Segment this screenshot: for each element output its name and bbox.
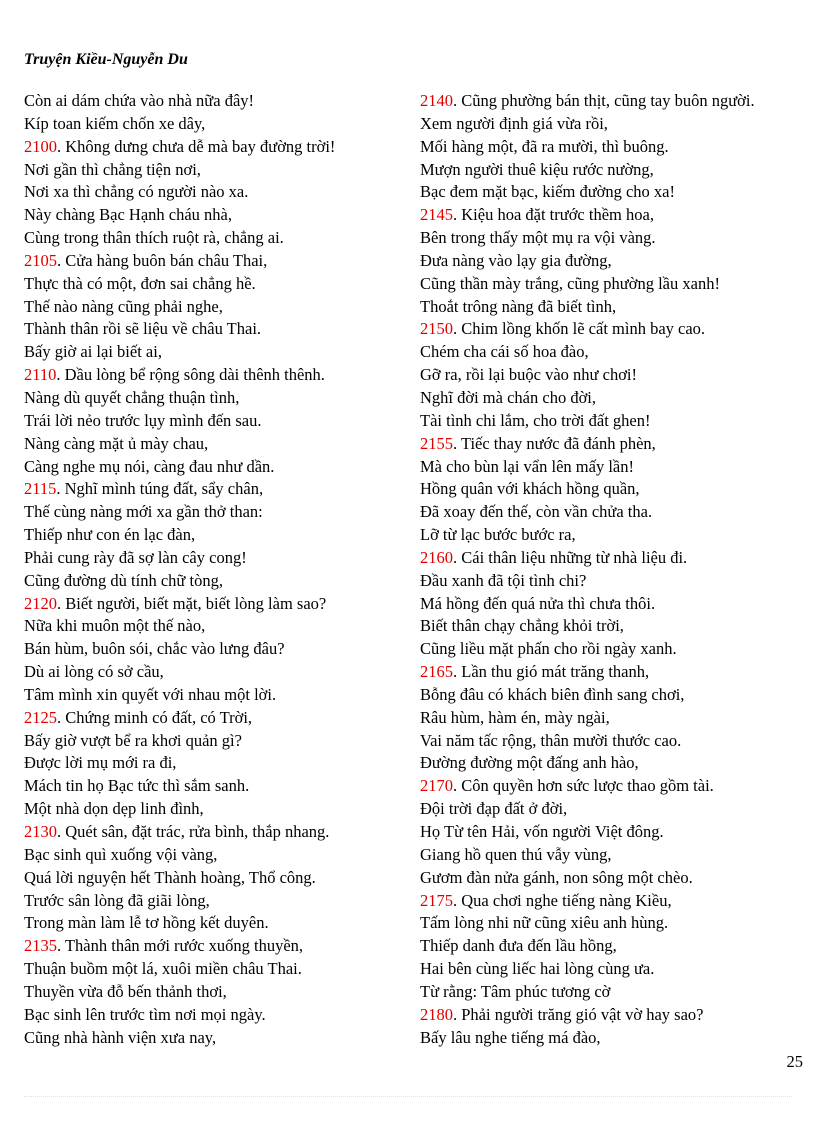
verse-line — [24, 707, 414, 730]
verse-number: 2175 — [420, 890, 453, 910]
verse-text: Thuyền vừa đỗ bến thảnh thơi, — [24, 981, 227, 1001]
verse-line — [24, 159, 414, 182]
verse-text: Gỡ ra, rồi lại buộc vào như chơi! — [420, 365, 637, 385]
verse-line — [24, 433, 414, 456]
verse-text: Trong màn làm lễ tơ hồng kết duyên. — [24, 913, 269, 933]
verse-text: . Cửa hàng buôn bán châu Thai, — [57, 250, 268, 270]
verse-line — [420, 593, 810, 616]
verse-text: Mách tin họ Bạc tức thì sắm sanh. — [24, 776, 250, 796]
verse-line — [24, 273, 414, 296]
verse-text: Bạc đem mặt bạc, kiếm đường cho xa! — [420, 182, 676, 202]
verse-line — [420, 638, 810, 661]
verse-text: Cũng đường dù tính chữ tòng, — [24, 570, 223, 590]
verse-text: Bấy giờ ai lại biết ai, — [24, 342, 162, 362]
verse-text: . Không dưng chưa dễ mà bay đường trời! — [57, 136, 336, 156]
verse-text: Má hồng đến quá nửa thì chưa thôi. — [420, 593, 656, 613]
verse-line — [24, 638, 414, 661]
verse-text: Bấy giờ vượt bể ra khơi quản gì? — [24, 730, 242, 750]
verse-number: 2165 — [420, 662, 453, 682]
verse-text: Họ Từ tên Hải, vốn người Việt đông. — [420, 822, 664, 841]
verse-line — [24, 524, 414, 547]
verse-line — [24, 661, 414, 684]
verse-line — [24, 1004, 414, 1027]
verse-line — [420, 844, 810, 867]
verse-text: Gươm đàn nửa gánh, non sông một chèo. — [420, 867, 693, 887]
verse-text: Thuận buồm một lá, xuôi miền châu Thai. — [24, 959, 302, 979]
verse-number: 2180 — [420, 1004, 453, 1024]
verse-line — [420, 318, 810, 341]
verse-line — [420, 661, 810, 684]
verse-line — [420, 684, 810, 707]
verse-line — [24, 90, 414, 113]
verse-text: Còn ai dám chứa vào nhà nữa đây! — [24, 91, 255, 110]
verse-text: Được lời mụ mới ra đi, — [24, 753, 177, 773]
verse-text: Bạc sinh lên trước tìm nơi mọi ngày. — [24, 1004, 266, 1024]
verse-line — [420, 1004, 810, 1027]
verse-line — [24, 478, 414, 501]
verse-line — [420, 136, 810, 159]
verse-text: . Cái thân liệu những từ nhà liệu đi. — [453, 547, 688, 567]
verse-text: Một nhà dọn dẹp linh đình, — [24, 799, 204, 819]
verse-line — [24, 181, 414, 204]
verse-text: Nghĩ đời mà chán cho đời, — [420, 387, 596, 407]
verse-line — [24, 501, 414, 524]
verse-number: 2105 — [24, 250, 57, 270]
verse-line — [420, 478, 810, 501]
verse-line — [420, 501, 810, 524]
verse-line — [420, 752, 810, 775]
verse-line — [24, 456, 414, 479]
verse-line — [420, 570, 810, 593]
verse-text: Bán hùm, buôn sói, chắc vào lưng đâu? — [24, 639, 285, 659]
verse-line — [420, 524, 810, 547]
verse-text: Nàng dù quyết chẳng thuận tình, — [24, 387, 240, 407]
verse-line — [24, 547, 414, 570]
verse-text: Mà cho bùn lại vẩn lên mấy lần! — [420, 456, 634, 476]
verse-text: . Nghĩ mình túng đất, sẩy chân, — [56, 479, 264, 499]
verse-number: 2100 — [24, 136, 57, 156]
verse-text: . Tiếc thay nước đã đánh phèn, — [453, 433, 656, 453]
verse-number: 2155 — [420, 433, 453, 453]
verse-line — [24, 410, 414, 433]
verse-line — [420, 798, 810, 821]
verse-text: . Thành thân mới rước xuống thuyền, — [57, 936, 304, 956]
verse-line — [420, 296, 810, 319]
verse-text: Bạc sinh quì xuống vội vàng, — [24, 844, 218, 864]
verse-line — [420, 1027, 810, 1050]
verse-text: Mượn người thuê kiệu rước nường, — [420, 159, 654, 179]
verse-text: Đã xoay đến thế, còn vần chửa tha. — [420, 502, 653, 522]
verse-line — [420, 341, 810, 364]
verse-text: Thực thà có một, đơn sai chẳng hề. — [24, 273, 256, 293]
verse-line — [420, 387, 810, 410]
verse-line — [24, 296, 414, 319]
verse-line — [24, 364, 414, 387]
verse-text: Bấy lâu nghe tiếng má đào, — [420, 1027, 601, 1047]
verse-line — [24, 387, 414, 410]
left-verse-column — [24, 90, 414, 1049]
verse-line — [24, 775, 414, 798]
verse-line — [420, 981, 810, 1004]
verse-number: 2115 — [24, 479, 57, 499]
verse-line — [24, 912, 414, 935]
verse-line — [24, 981, 414, 1004]
verse-text: Tài tình chi lắm, cho trời đất ghen! — [420, 410, 651, 430]
verse-line — [24, 935, 414, 958]
verse-text: Bên trong thấy một mụ ra vội vàng. — [420, 228, 656, 248]
verse-line — [420, 364, 810, 387]
verse-number: 2170 — [420, 776, 453, 796]
verse-text: Hồng quân với khách hồng quần, — [420, 479, 640, 499]
verse-line — [24, 136, 414, 159]
verse-line — [24, 684, 414, 707]
verse-text: Đội trời đạp đất ở đời, — [420, 799, 568, 819]
verse-line — [420, 775, 810, 798]
verse-text: Đường đường một đấng anh hào, — [420, 753, 639, 773]
verse-line — [24, 798, 414, 821]
verse-text: Lỡ từ lạc bước bước ra, — [420, 525, 576, 545]
verse-text: Giang hồ quen thú vẫy vùng, — [420, 844, 612, 864]
verse-number: 2110 — [24, 365, 57, 385]
verse-text: Nữa khi muôn một thế nào, — [24, 616, 206, 636]
verse-text: . Lần thu gió mát trăng thanh, — [453, 662, 650, 682]
verse-text: Thế cùng nàng mới xa gần thở than: — [24, 502, 263, 522]
verse-line — [420, 821, 810, 844]
verse-text: Mối hàng một, đã ra mười, thì buông. — [420, 136, 669, 156]
verse-line — [420, 912, 810, 935]
verse-text: Đưa nàng vào lạy gia đường, — [420, 250, 612, 270]
verse-line — [420, 547, 810, 570]
verse-text: Kíp toan kiếm chốn xe dây, — [24, 113, 206, 133]
document-header: Truyện Kiều-Nguyễn Du — [24, 51, 188, 68]
verse-line — [420, 113, 810, 136]
verse-text: Cũng nhà hành viện xưa nay, — [24, 1027, 217, 1047]
verse-text: Râu hùm, hàm én, mày ngài, — [420, 707, 610, 727]
verse-line — [24, 867, 414, 890]
verse-line — [420, 433, 810, 456]
verse-line — [420, 181, 810, 204]
verse-line — [420, 707, 810, 730]
verse-text: . Kiệu hoa đặt trước thềm hoa, — [453, 205, 654, 225]
verse-number: 2140 — [420, 91, 453, 110]
verse-text: Hai bên cùng liếc hai lòng cùng ưa. — [420, 959, 655, 979]
verse-text: Quá lời nguyện hết Thành hoàng, Thổ công. — [24, 867, 316, 887]
verse-line — [24, 250, 414, 273]
verse-text: Này chàng Bạc Hạnh cháu nhà, — [24, 205, 232, 225]
verse-number: 2145 — [420, 205, 453, 225]
verse-line — [420, 615, 810, 638]
verse-line — [24, 615, 414, 638]
verse-text: Trước sân lòng đã giãi lòng, — [24, 890, 210, 910]
verse-line — [24, 227, 414, 250]
verse-text: . Quét sân, đặt trác, rửa bình, thắp nhang. — [57, 822, 330, 841]
verse-line — [420, 730, 810, 753]
verse-text: . Qua chơi nghe tiếng nàng Kiều, — [453, 890, 672, 910]
verse-text: Tấm lòng nhi nữ cũng xiêu anh hùng. — [420, 913, 669, 933]
verse-line — [24, 890, 414, 913]
verse-line — [24, 593, 414, 616]
verse-text: Trái lời nẻo trước lụy mình đến sau. — [24, 410, 262, 430]
verse-line — [420, 204, 810, 227]
verse-line — [420, 90, 810, 113]
verse-text: Xem người định giá vừa rồi, — [420, 113, 608, 133]
verse-text: Đầu xanh đã tội tình chi? — [420, 570, 587, 590]
verse-line — [24, 204, 414, 227]
verse-text: Tâm mình xin quyết với nhau một lời. — [24, 684, 277, 704]
verse-text: . Biết người, biết mặt, biết lòng làm sao? — [57, 593, 327, 613]
verse-text: Thành thân rồi sẽ liệu về châu Thai. — [24, 319, 262, 339]
verse-text: Từ rằng: Tâm phúc tương cờ — [420, 981, 611, 1001]
verse-text: . Dầu lòng bể rộng sông dài thênh thênh. — [56, 365, 325, 385]
verse-line — [420, 159, 810, 182]
verse-number: 2125 — [24, 707, 57, 727]
verse-text: Biết thân chạy chẳng khỏi trời, — [420, 616, 624, 636]
verse-line — [420, 273, 810, 296]
verse-text: Nơi gần thì chẳng tiện nơi, — [24, 159, 201, 179]
verse-text: Cũng liều mặt phấn cho rồi ngày xanh. — [420, 639, 677, 659]
verse-line — [24, 958, 414, 981]
verse-text: Nàng càng mặt ủ mày chau, — [24, 433, 209, 453]
verse-text: Thoắt trông nàng đã biết tình, — [420, 296, 617, 316]
verse-text: Chém cha cái số hoa đào, — [420, 342, 589, 362]
verse-line — [24, 318, 414, 341]
verse-line — [420, 890, 810, 913]
verse-line — [420, 958, 810, 981]
right-verse-column — [420, 90, 810, 1049]
verse-line — [420, 410, 810, 433]
verse-line — [24, 570, 414, 593]
verse-line — [24, 752, 414, 775]
verse-line — [420, 935, 810, 958]
verse-text: . Cũng phường bán thịt, cũng tay buôn người. — [453, 91, 755, 110]
verse-number: 2160 — [420, 547, 453, 567]
verse-text: Dù ai lòng có sở cầu, — [24, 662, 164, 682]
verse-text: Nơi xa thì chẳng có người nào xa. — [24, 182, 249, 202]
verse-text: Thiếp như con én lạc đàn, — [24, 525, 196, 545]
verse-text: Bỗng đâu có khách biên đình sang chơi, — [420, 684, 685, 704]
verse-line — [24, 730, 414, 753]
verse-number: 2130 — [24, 822, 57, 841]
verse-text: Càng nghe mụ nói, càng đau như dần. — [24, 456, 275, 476]
verse-line — [420, 456, 810, 479]
verse-text: Thiếp danh đưa đến lầu hồng, — [420, 936, 617, 956]
verse-line — [420, 250, 810, 273]
footer-divider — [24, 1096, 792, 1097]
page-number: 25 — [786, 1052, 803, 1071]
verse-line — [24, 844, 414, 867]
verse-text: . Chứng minh có đất, có Trời, — [57, 707, 253, 727]
verse-text: Thế nào nàng cũng phải nghe, — [24, 296, 223, 316]
verse-line — [420, 227, 810, 250]
verse-number: 2120 — [24, 593, 57, 613]
verse-line — [24, 1027, 414, 1050]
verse-number: 2150 — [420, 319, 453, 339]
verse-number: 2135 — [24, 936, 57, 956]
verse-line — [24, 113, 414, 136]
verse-text: Vai năm tấc rộng, thân mười thước cao. — [420, 730, 682, 750]
verse-text: Cũng thần mày trắng, cũng phường lầu xanh! — [420, 273, 720, 293]
verse-text: Cùng trong thân thích ruột rà, chẳng ai. — [24, 228, 284, 248]
verse-text: Phải cung rày đã sợ làn cây cong! — [24, 547, 247, 567]
verse-line — [24, 821, 414, 844]
verse-line — [420, 867, 810, 890]
verse-text: . Chim lồng khốn lẽ cất mình bay cao. — [453, 319, 706, 339]
verse-text: . Côn quyền hơn sức lược thao gồm tài. — [453, 776, 714, 796]
verse-line — [24, 341, 414, 364]
verse-text: . Phải người trăng gió vật vờ hay sao? — [453, 1004, 704, 1024]
